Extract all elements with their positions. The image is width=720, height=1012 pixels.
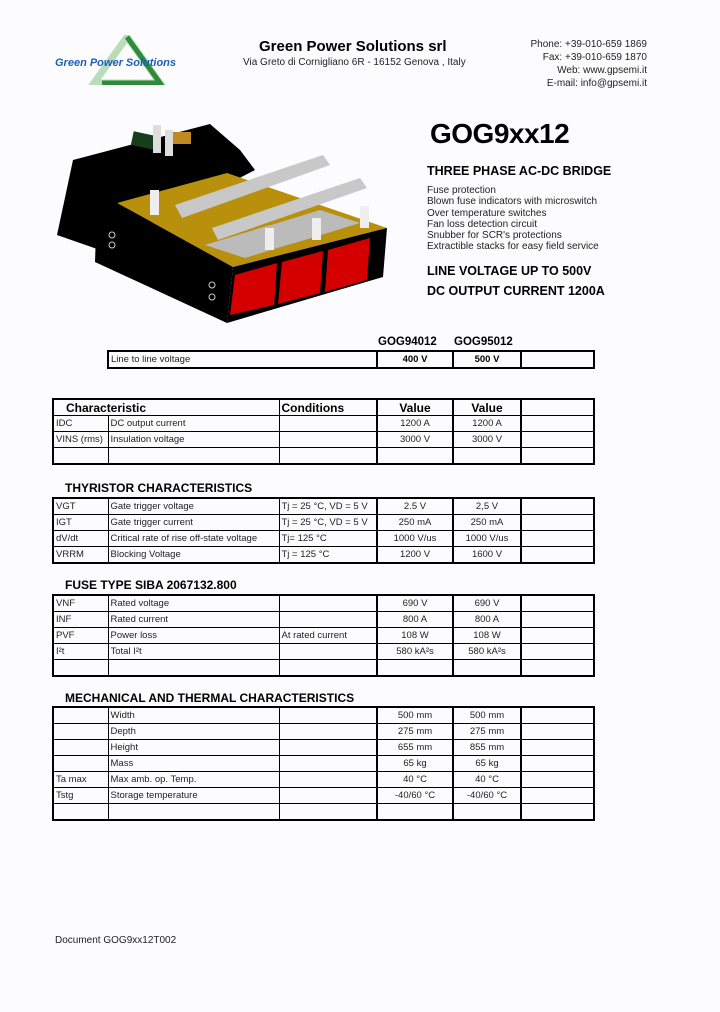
table-row [53, 547, 594, 564]
description-cell: Total I²t [108, 644, 279, 660]
product-image [40, 110, 400, 330]
description-cell: Gate trigger voltage [108, 498, 279, 515]
table-row [53, 740, 594, 756]
table-row [53, 595, 594, 612]
company-address: Via Greto di Cornigliano 6R - 16152 Genova , Italy [243, 57, 466, 68]
conditions-cell [279, 707, 377, 724]
value-cell: 2,5 V [453, 498, 521, 515]
table-row [53, 498, 594, 515]
fuse-section-title: FUSE TYPE SIBA 2067132.800 [65, 578, 237, 592]
company-logo [52, 35, 202, 85]
conditions-cell [279, 740, 377, 756]
empty-cell [521, 416, 594, 432]
value-cell: 690 V [377, 595, 453, 612]
description-cell: Mass [108, 756, 279, 772]
value-cell: 108 W [453, 628, 521, 644]
mechanical-table [52, 706, 595, 821]
value-cell [453, 804, 521, 821]
empty-cell [521, 756, 594, 772]
conditions-cell [279, 416, 377, 432]
empty-cell [521, 498, 594, 515]
conditions-cell: Tj = 25 °C, VD = 5 V [279, 515, 377, 531]
variant-table [107, 350, 595, 369]
empty-cell [521, 595, 594, 612]
conditions-cell [279, 595, 377, 612]
description-cell [108, 660, 279, 677]
fax: Fax: +39-010-659 1870 [542, 52, 647, 63]
empty-cell [521, 660, 594, 677]
symbol-cell: PVF [53, 628, 108, 644]
empty-cell [521, 724, 594, 740]
table-row [53, 724, 594, 740]
conditions-cell [279, 448, 377, 465]
header-conditions: Conditions [279, 399, 377, 416]
value-cell [377, 448, 453, 465]
value-cell: 108 W [377, 628, 453, 644]
description-cell: Gate trigger current [108, 515, 279, 531]
value-cell: -40/60 °C [377, 788, 453, 804]
value-cell: 250 mA [453, 515, 521, 531]
description-cell: Rated voltage [108, 595, 279, 612]
description-cell: Rated current [108, 612, 279, 628]
value-cell: 655 mm [377, 740, 453, 756]
value-cell: 690 V [453, 595, 521, 612]
conditions-cell [279, 644, 377, 660]
conditions-cell [279, 612, 377, 628]
symbol-cell: VRRM [53, 547, 108, 564]
conditions-cell: At rated current [279, 628, 377, 644]
conditions-cell [279, 788, 377, 804]
table-row [53, 707, 594, 724]
table-row [53, 612, 594, 628]
email-link[interactable]: E-mail: info@gpsemi.it [546, 78, 647, 89]
table-row [53, 660, 594, 677]
table-row [53, 628, 594, 644]
empty-cell [521, 515, 594, 531]
empty-cell [521, 432, 594, 448]
conditions-cell [279, 804, 377, 821]
symbol-cell [53, 660, 108, 677]
cell: Line to line voltage [108, 351, 377, 368]
contact-info [531, 38, 648, 90]
description-cell: Depth [108, 724, 279, 740]
table-row [53, 531, 594, 547]
table-row [53, 448, 594, 465]
fuse-table [52, 594, 595, 677]
value-cell: 40 °C [453, 772, 521, 788]
feature-item: Extractible stacks for easy field service [427, 241, 599, 253]
description-cell: Blocking Voltage [108, 547, 279, 564]
value-cell [377, 804, 453, 821]
symbol-cell: VGT [53, 498, 108, 515]
empty-cell [521, 628, 594, 644]
feature-item: Over temperature switches [427, 207, 547, 219]
symbol-cell [53, 804, 108, 821]
conditions-cell [279, 660, 377, 677]
feature-item: Blown fuse indicators with microswitch [427, 196, 598, 208]
feature-item: Fan loss detection circuit [427, 218, 538, 230]
symbol-cell [53, 707, 108, 724]
value-cell: 1200 A [453, 416, 521, 432]
header-empty [521, 399, 594, 416]
symbol-cell [53, 448, 108, 465]
empty-cell [521, 707, 594, 724]
description-cell: Storage temperature [108, 788, 279, 804]
cell: 400 V [377, 351, 453, 368]
symbol-cell: IGT [53, 515, 108, 531]
value-cell: 3000 V [377, 432, 453, 448]
table-row [53, 515, 594, 531]
description-cell: Power loss [108, 628, 279, 644]
phone: Phone: +39-010-659 1869 [530, 39, 647, 50]
conditions-cell: Tj= 125 °C [279, 531, 377, 547]
value-cell: 2.5 V [377, 498, 453, 515]
value-cell: 855 mm [453, 740, 521, 756]
conditions-cell [279, 432, 377, 448]
value-cell: 1000 V/us [377, 531, 453, 547]
description-cell: Critical rate of rise off-state voltage [108, 531, 279, 547]
value-cell: 65 kg [377, 756, 453, 772]
company-name: Green Power Solutions srl [259, 38, 447, 55]
feature-item: Fuse protection [427, 185, 496, 196]
empty-cell [521, 612, 594, 628]
symbol-cell: IDC [53, 416, 108, 432]
description-cell: Height [108, 740, 279, 756]
web-link[interactable]: Web: www.gpsemi.it [557, 65, 647, 76]
table-row [53, 432, 594, 448]
symbol-cell: Ta max [53, 772, 108, 788]
value-cell: 1600 V [453, 547, 521, 564]
table-row [53, 644, 594, 660]
value-cell: 1000 V/us [453, 531, 521, 547]
value-cell: 65 kg [453, 756, 521, 772]
symbol-cell: VNF [53, 595, 108, 612]
value-cell: -40/60 °C [453, 788, 521, 804]
product-model: GOG9xx12 [430, 118, 570, 149]
product-subtitle: THREE PHASE AC-DC BRIDGE [427, 164, 612, 178]
logo-text: Green Power Solutions [55, 57, 177, 69]
table-row [53, 772, 594, 788]
line-voltage-spec: LINE VOLTAGE UP TO 500V [427, 264, 592, 278]
characteristics-table [52, 398, 595, 465]
value-cell: 275 mm [377, 724, 453, 740]
symbol-cell: I²t [53, 644, 108, 660]
description-cell [108, 804, 279, 821]
description-cell [108, 448, 279, 465]
value-cell: 800 A [453, 612, 521, 628]
symbol-cell [53, 724, 108, 740]
value-cell: 500 mm [453, 707, 521, 724]
table-row [53, 788, 594, 804]
symbol-cell: Tstg [53, 788, 108, 804]
value-cell: 500 mm [377, 707, 453, 724]
cell: 500 V [453, 351, 521, 368]
symbol-cell: VINS (rms) [53, 432, 108, 448]
description-cell: Width [108, 707, 279, 724]
empty-cell [521, 772, 594, 788]
table-header-row [53, 399, 594, 416]
value-cell: 800 A [377, 612, 453, 628]
value-cell: 250 mA [377, 515, 453, 531]
symbol-cell: INF [53, 612, 108, 628]
cell [521, 351, 594, 368]
header-characteristic: Characteristic [53, 399, 279, 416]
value-cell: 580 kA²s [377, 644, 453, 660]
header-value: Value [377, 399, 453, 416]
value-cell: 1200 A [377, 416, 453, 432]
conditions-cell: Tj = 25 °C, VD = 5 V [279, 498, 377, 515]
empty-cell [521, 448, 594, 465]
dc-output-spec: DC OUTPUT CURRENT 1200A [427, 284, 605, 298]
symbol-cell [53, 756, 108, 772]
empty-cell [521, 644, 594, 660]
conditions-cell [279, 756, 377, 772]
empty-cell [521, 531, 594, 547]
empty-cell [521, 547, 594, 564]
feature-list [427, 185, 599, 253]
empty-cell [521, 788, 594, 804]
mechanical-section-title: MECHANICAL AND THERMAL CHARACTERISTICS [65, 691, 355, 705]
thyristor-section-title: THYRISTOR CHARACTERISTICS [65, 481, 253, 495]
value-cell: 275 mm [453, 724, 521, 740]
value-cell [453, 660, 521, 677]
conditions-cell [279, 724, 377, 740]
description-cell: DC output current [108, 416, 279, 432]
conditions-cell: Tj = 125 °C [279, 547, 377, 564]
empty-cell [521, 740, 594, 756]
table-row [108, 351, 594, 368]
description-cell: Insulation voltage [108, 432, 279, 448]
value-cell [453, 448, 521, 465]
conditions-cell [279, 772, 377, 788]
thyristor-table [52, 497, 595, 564]
document-id: Document GOG9xx12T002 [55, 935, 177, 946]
value-cell [377, 660, 453, 677]
description-cell: Max amb. op. Temp. [108, 772, 279, 788]
table-row [53, 416, 594, 432]
table-row [53, 756, 594, 772]
symbol-cell [53, 740, 108, 756]
variant-header-2: GOG95012 [454, 336, 513, 348]
empty-cell [521, 804, 594, 821]
variant-header-1: GOG94012 [378, 336, 437, 348]
header-value: Value [453, 399, 521, 416]
feature-item: Snubber for SCR's protections [427, 230, 562, 242]
value-cell: 1200 V [377, 547, 453, 564]
value-cell: 3000 V [453, 432, 521, 448]
symbol-cell: dV/dt [53, 531, 108, 547]
table-row [53, 804, 594, 821]
value-cell: 40 °C [377, 772, 453, 788]
value-cell: 580 kA²s [453, 644, 521, 660]
